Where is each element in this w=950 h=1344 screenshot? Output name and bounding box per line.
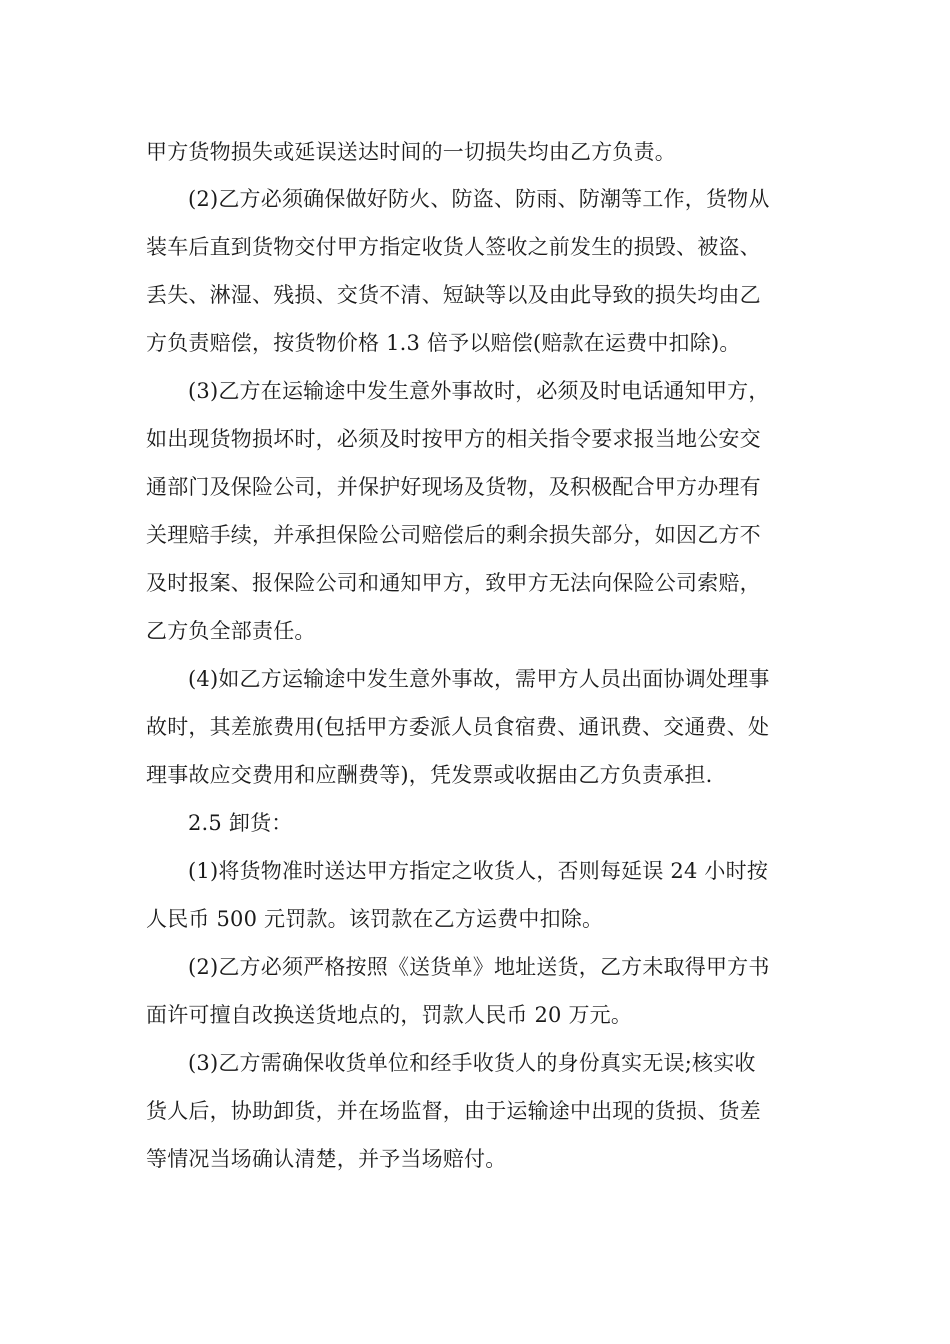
text-line: (1)将货物准时送达甲方指定之收货人，否则每延误 24 小时按 <box>188 859 769 883</box>
text-line: 人民币 500 元罚款。该罚款在乙方运费中扣除。 <box>146 907 604 931</box>
text-line: 丢失、淋湿、残损、交货不清、短缺等以及由此导致的损失均由乙 <box>146 283 761 307</box>
text-line: (3)乙方需确保收货单位和经手收货人的身份真实无误;核实收 <box>188 1051 756 1075</box>
text-line: 装车后直到货物交付甲方指定收货人签收之前发生的损毁、被盗、 <box>146 235 761 259</box>
text-line: 面许可擅自改换送货地点的，罚款人民币 20 万元。 <box>146 1003 633 1027</box>
text-line: (2)乙方必须确保做好防火、防盗、防雨、防潮等工作，货物从 <box>188 187 770 211</box>
text-line: (4)如乙方运输途中发生意外事故，需甲方人员出面协调处理事 <box>188 667 770 691</box>
text-line: 理事故应交费用和应酬费等)，凭发票或收据由乙方负责承担. <box>146 763 713 787</box>
text-line: 通部门及保险公司，并保护好现场及货物，及积极配合甲方办理有 <box>146 475 761 499</box>
section-heading: 2.5 卸货： <box>188 811 293 835</box>
text-line: (3)乙方在运输途中发生意外事故时，必须及时电话通知甲方， <box>188 379 770 403</box>
text-line: 如出现货物损坏时，必须及时按甲方的相关指令要求报当地公安交 <box>146 427 761 451</box>
text-line: 乙方负全部责任。 <box>146 619 316 643</box>
text-line: 方负责赔偿，按货物价格 1.3 倍予以赔偿(赔款在运费中扣除)。 <box>146 331 741 355</box>
text-line: 甲方货物损失或延误送达时间的一切损失均由乙方负责。 <box>146 140 676 164</box>
text-line: 故时，其差旅费用(包括甲方委派人员食宿费、通讯费、交通费、处 <box>146 715 770 739</box>
text-line: 及时报案、报保险公司和通知甲方，致甲方无法向保险公司索赔， <box>146 571 761 595</box>
text-line: 等情况当场确认清楚，并予当场赔付。 <box>146 1147 507 1171</box>
text-line: 关理赔手续，并承担保险公司赔偿后的剩余损失部分，如因乙方不 <box>146 523 761 547</box>
text-line: (2)乙方必须严格按照《送货单》地址送货，乙方未取得甲方书 <box>188 955 770 979</box>
text-line: 货人后，协助卸货，并在场监督，由于运输途中出现的货损、货差 <box>146 1099 761 1123</box>
